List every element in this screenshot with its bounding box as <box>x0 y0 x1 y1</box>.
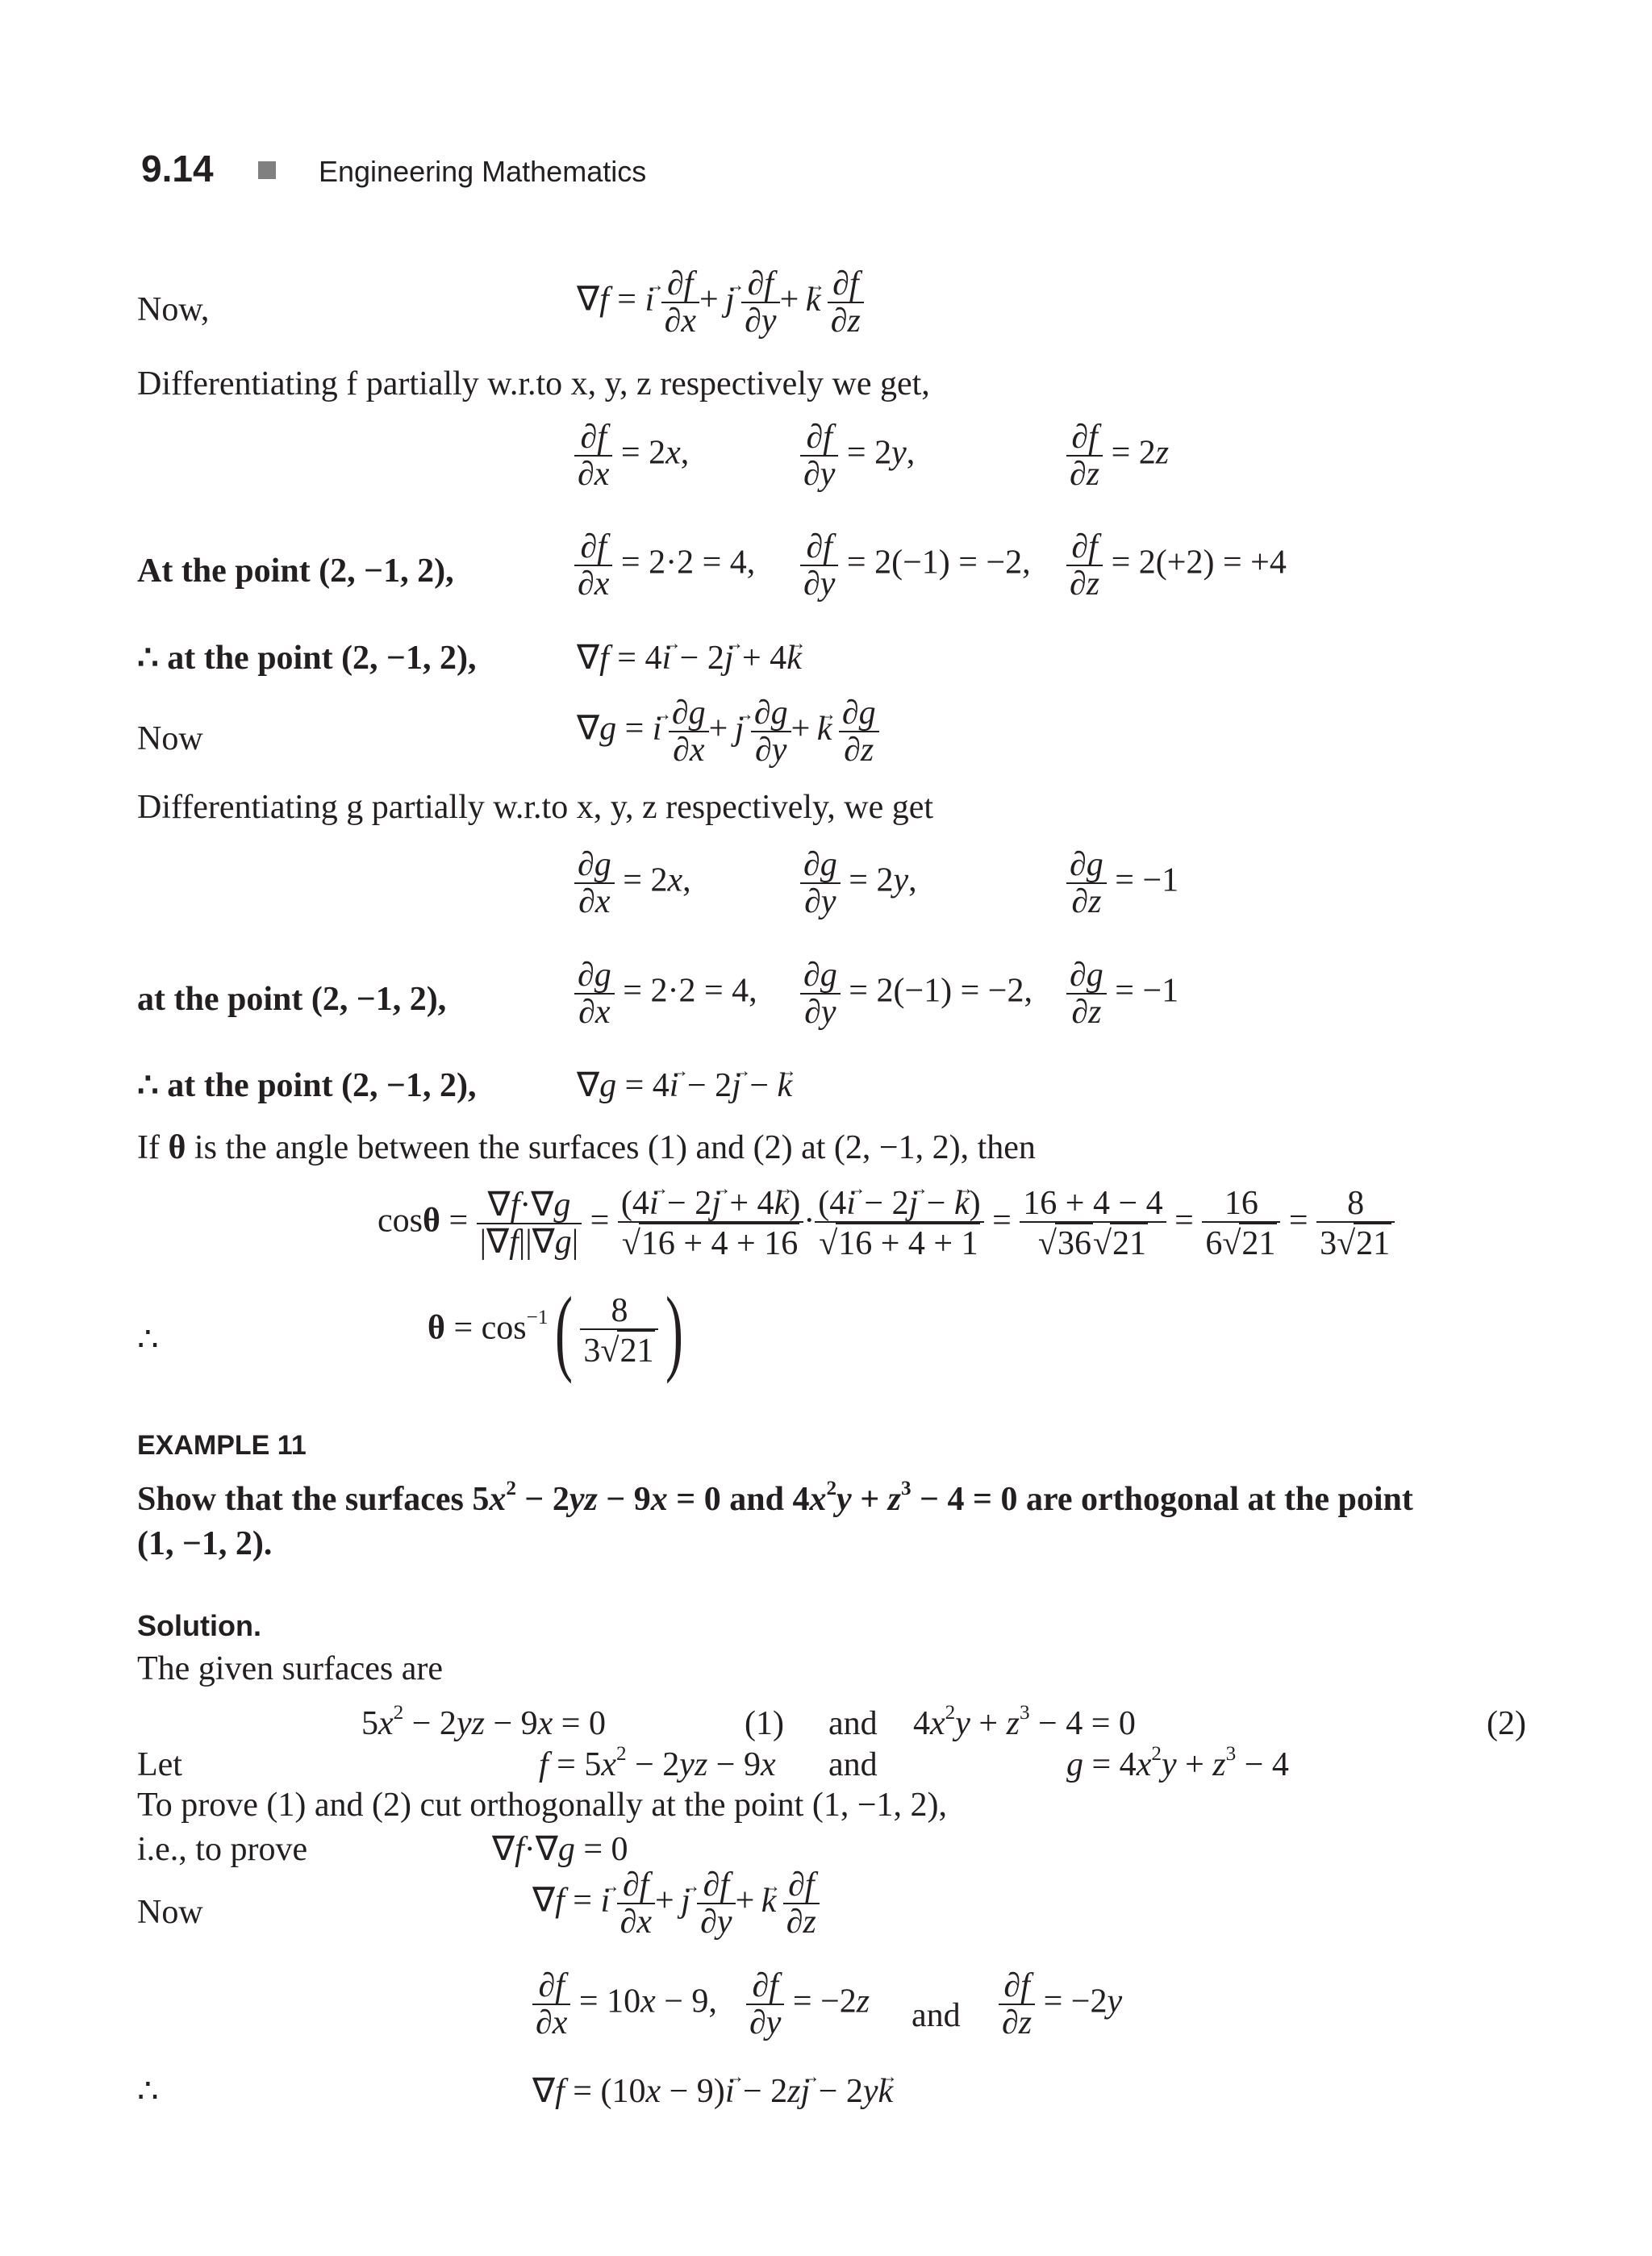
theta-equation: $\theta = \cos^{-1}$( $\frac{8}{3√21}$ ) <box>428 1277 684 1384</box>
f-partial-x: $\frac{\partial f}{\partial x}$ = 2x, <box>574 419 689 492</box>
label-at-point-2: at the point (2, −1, 2), <box>137 981 447 1018</box>
g-partial-z-at-point: $\frac{\partial g}{\partial z}$ = −1 <box>1066 957 1179 1030</box>
label-therefore-at-point-1: ∴ at the point (2, −1, 2), <box>137 640 477 677</box>
therefore-symbol-2: ∴ <box>137 2073 159 2110</box>
equation-number-2: (2) <box>1487 1705 1526 1742</box>
g-partial-y-at-point: $\frac{\partial g}{\partial y}$ = 2(−1) = −2, <box>800 957 1032 1030</box>
f-partial-z: $\frac{\partial f}{\partial z}$ = 2z <box>1066 419 1169 492</box>
differentiating-f-sentence: Differentiating f partially w.r.to x, y, z respectively we get, <box>137 365 930 402</box>
f2-partial-x: $\frac{\partial f}{\partial x}$ = 10x − 9, <box>532 1968 717 2041</box>
grad-g-definition: ∇g = → i $\frac{\partial g}{\partial x}$ + → j $\frac{\partial g}{\partial y}$ + → k $\frac{\partial g}{\partial z}$ <box>577 695 879 768</box>
f2-partial-z: $\frac{\partial f}{\partial z}$ = −2y <box>999 1968 1122 2041</box>
and-word-1: and <box>828 1705 878 1742</box>
book-title: Engineering Mathematics <box>319 155 647 188</box>
label-ie-to-prove: i.e., to prove <box>137 1831 308 1868</box>
f2-partial-y: $\frac{\partial f}{\partial y}$ = −2z <box>746 1968 870 2041</box>
grad-f-value: ∇f = 4→ i − 2→ j + 4→ k <box>577 641 802 675</box>
and-word-3: and <box>912 1997 961 2034</box>
cos-theta-equation: cosθ = $\frac{\nabla f\cdot\nabla g}{|\nabla f||\nabla g|}$ = $\frac{(4\to i - 2\to j + 4\to k)}{√16 + 4 + 16}$ · $\frac{(4\to i - 2\to j - \to k)}{√16 + 4 + 1}$ = $\frac{16 + 4 - 4}{√36√21}$ = $\frac{16}{6√21}$ = $\frac{8}{3√21}$ <box>378 1186 1395 1261</box>
given-surfaces-intro: The given surfaces are <box>137 1650 443 1687</box>
orthogonal-condition: ∇f·∇g = 0 <box>492 1831 628 1868</box>
example-statement-line1: Show that the surfaces $5x^2 - 2yz - 9x = 0$ and $4x^2y + z^3 - 4 = 0$ are orthogonal at the point <box>137 1478 1413 1518</box>
angle-sentence: If θ is the angle between the surfaces (1) and (2) at (2, −1, 2), then <box>137 1129 1036 1166</box>
g-partial-z: $\frac{\partial g}{\partial z}$ = −1 <box>1066 847 1179 919</box>
f-partial-x-at-point: $\frac{\partial f}{\partial x}$ = 2·2 = 4, <box>574 529 755 602</box>
label-now-3: Now <box>137 1894 203 1931</box>
label-now: Now, <box>137 291 210 328</box>
g-definition: $g = 4x^2y + z^3 - 4$ <box>1066 1743 1289 1783</box>
grad-f-final: ∇f = (10x − 9)→ i − 2z→ j − 2y→ k <box>532 2075 893 2108</box>
grad-f-definition: ∇f = → i $\frac{\partial f}{\partial x}$ + → j $\frac{\partial f}{\partial y}$ + → k $\frac{\partial f}{\partial z}$ <box>577 266 864 339</box>
to-prove-sentence: To prove (1) and (2) cut orthogonally at the point (1, −1, 2), <box>137 1787 948 1824</box>
f-partial-y-at-point: $\frac{\partial f}{\partial y}$ = 2(−1) = −2, <box>800 529 1031 602</box>
example-statement-line2: (1, −1, 2). <box>137 1525 273 1562</box>
grad-f-definition-2: ∇f = → i $\frac{\partial f}{\partial x}$ + → j $\frac{\partial f}{\partial y}$ + → k $\frac{\partial f}{\partial z}$ <box>532 1867 820 1940</box>
surface-1-equation: $5x^2 - 2yz - 9x = 0$ <box>361 1702 606 1742</box>
f-definition: $f = 5x^2 - 2yz - 9x$ <box>539 1743 776 1783</box>
example-heading: EXAMPLE 11 <box>137 1430 307 1461</box>
and-word-2: and <box>828 1746 878 1783</box>
solution-heading: Solution. <box>137 1609 261 1642</box>
g-partial-x: $\frac{\partial g}{\partial x}$ = 2x, <box>574 847 691 919</box>
differentiating-g-sentence: Differentiating g partially w.r.to x, y, z respectively, we get <box>137 789 934 826</box>
f-partial-y: $\frac{\partial f}{\partial y}$ = 2y, <box>800 419 915 492</box>
surface-2-equation: $4x^2y + z^3 - 4 = 0$ <box>913 1702 1136 1742</box>
grad-g-value: ∇g = 4→ i − 2→ j − → k <box>577 1069 792 1103</box>
g-partial-y: $\frac{\partial g}{\partial y}$ = 2y, <box>800 847 917 919</box>
label-at-point-1: At the point (2, −1, 2), <box>137 553 454 590</box>
g-partial-x-at-point: $\frac{\partial g}{\partial x}$ = 2·2 = 4, <box>574 957 757 1030</box>
therefore-symbol-1: ∴ <box>137 1321 159 1358</box>
label-therefore-at-point-2: ∴ at the point (2, −1, 2), <box>137 1067 477 1104</box>
label-let: Let <box>137 1746 182 1783</box>
page-number: 9.14 <box>141 148 214 190</box>
equation-number-1: (1) <box>745 1705 784 1742</box>
f-partial-z-at-point: $\frac{\partial f}{\partial z}$ = 2(+2) = +4 <box>1066 529 1287 602</box>
label-now-2: Now <box>137 720 203 757</box>
header-square-icon <box>258 161 276 179</box>
